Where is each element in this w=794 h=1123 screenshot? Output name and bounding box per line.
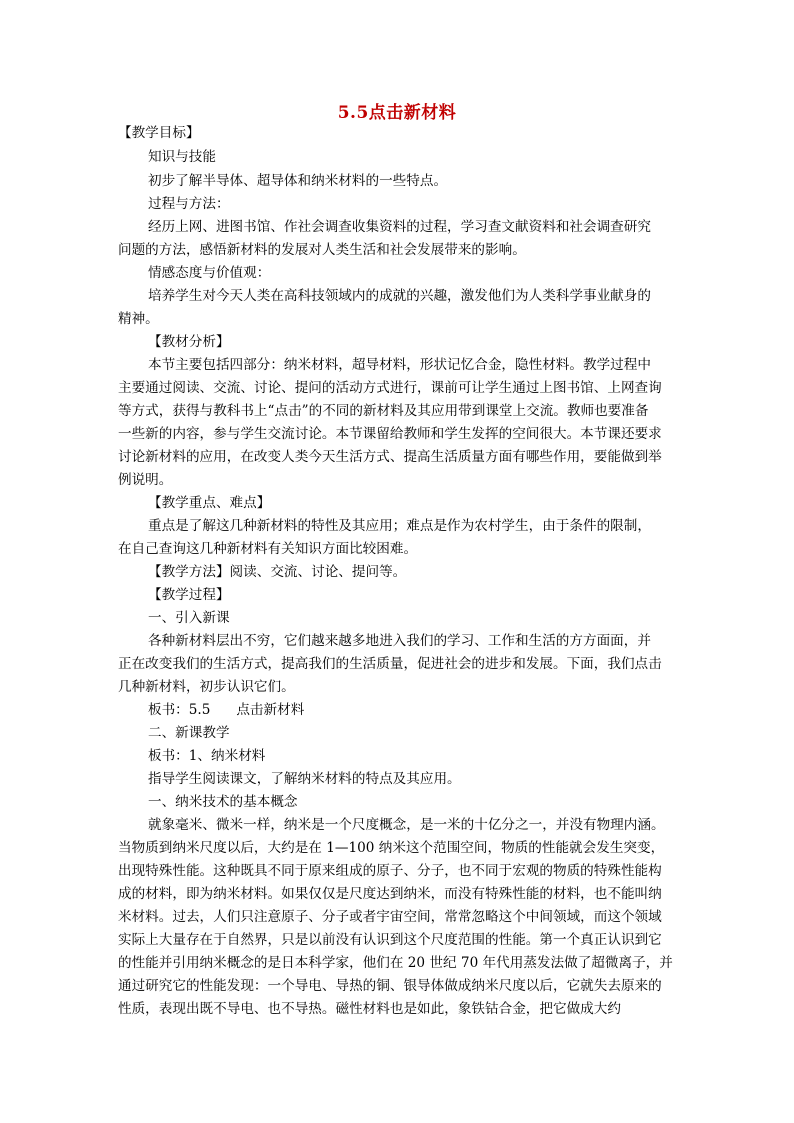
text-line: 在自己查询这几种新材料有关知识方面比较困难。 xyxy=(118,541,418,557)
text-line: 的性能并引用纳米概念的是日本科学家，他们在 20 世纪 70 年代用蒸发法做了超微离子，并 xyxy=(118,955,673,971)
section-heading-methods: 【教学方法】阅读、交流、讨论、提问等。 xyxy=(148,564,407,580)
section-heading-analysis: 【教材分析】 xyxy=(148,334,230,350)
text-line: 各种新材料层出不穷，它们越来越多地进入我们的学习、工作和生活的方方面面，并 xyxy=(148,633,651,649)
text-line: 当物质到纳米尺度以后，大约是在 1—100 纳米这个范围空间，物质的性能就会发生突变， xyxy=(118,840,665,856)
section-heading-process: 【教学过程】 xyxy=(148,587,230,603)
text-line: 板书：1、纳米材料 xyxy=(148,748,266,764)
text-line: 情感态度与价值观： xyxy=(148,265,271,281)
text-line: 通过研究它的性能发现：一个导电、导热的铜、银导体做成纳米尺度以后，它就失去原来的 xyxy=(118,978,662,994)
page-title: 5.5点击新材料 xyxy=(337,103,457,123)
text-line: 问题的方法，感悟新材料的发展对人类生活和社会发展带来的影响。 xyxy=(118,242,526,258)
text-line: 培养学生对今天人类在高科技领域内的成就的兴趣，激发他们为人类科学事业献身的 xyxy=(148,288,651,304)
text-line: 实际上大量存在于自然界，只是以前没有认识到这个尺度范围的性能。第一个真正认识到它 xyxy=(118,932,662,948)
section-heading-key-points: 【教学重点、难点】 xyxy=(148,495,271,511)
text-line: 主要通过阅读、交流、讨论、提问的活动方式进行，课前可让学生通过上图书馆、上网查询 xyxy=(118,380,662,396)
text-line: 知识与技能 xyxy=(148,149,216,165)
text-line: 一、引入新课 xyxy=(148,610,230,626)
text-line: 二、新课教学 xyxy=(148,725,230,741)
text-line: 正在改变我们的生活方式，提高我们的生活质量，促进社会的进步和发展。下面，我们点击 xyxy=(118,656,662,672)
text-line: 成的材料，即为纳米材料。如果仅仅是尺度达到纳米，而没有特殊性能的材料，也不能叫纳 xyxy=(118,886,662,902)
text-line: 板书：5.5 点击新材料 xyxy=(148,702,305,718)
text-line: 等方式，获得与教科书上“点击”的不同的新材料及其应用带到课堂上交流。教师也要准备 xyxy=(118,403,649,419)
text-line: 一、纳米技术的基本概念 xyxy=(148,794,298,810)
text-line: 性质，表现出既不导电、也不导热。磁性材料也是如此，象铁钴合金，把它做成大约 xyxy=(118,1001,621,1017)
text-line: 一些新的内容，参与学生交流讨论。本节课留给教师和学生发挥的空间很大。本节课还要求 xyxy=(118,426,662,442)
text-line: 重点是了解这几种新材料的特性及其应用；难点是作为农村学生，由于条件的限制， xyxy=(148,518,651,534)
text-line: 初步了解半导体、超导体和纳米材料的一些特点。 xyxy=(148,173,448,189)
text-line: 经历上网、进图书馆、作社会调查收集资料的过程，学习查文献资料和社会调查研究 xyxy=(148,219,651,235)
text-line: 指导学生阅读课文，了解纳米材料的特点及其应用。 xyxy=(148,771,461,787)
text-line: 精神。 xyxy=(118,311,159,327)
text-line: 本节主要包括四部分：纳米材料，超导材料，形状记忆合金，隐性材料。教学过程中 xyxy=(148,357,651,373)
text-line: 就象毫米、微米一样，纳米是一个尺度概念，是一米的十亿分之一，并没有物理内涵。 xyxy=(148,817,665,833)
text-line: 出现特殊性能。这种既具不同于原来组成的原子、分子，也不同于宏观的物质的特殊性能构 xyxy=(118,863,662,879)
text-line: 例说明。 xyxy=(118,472,173,488)
text-line: 过程与方法： xyxy=(148,196,230,212)
text-line: 几种新材料，初步认识它们。 xyxy=(118,679,295,695)
text-line: 米材料。过去，人们只注意原子、分子或者宇宙空间，常常忽略这个中间领域，而这个领域 xyxy=(118,909,662,925)
text-line: 讨论新材料的应用，在改变人类今天生活方式、提高生活质量方面有哪些作用，要能做到举 xyxy=(118,449,662,465)
section-heading-objectives: 【教学目标】 xyxy=(118,125,200,141)
